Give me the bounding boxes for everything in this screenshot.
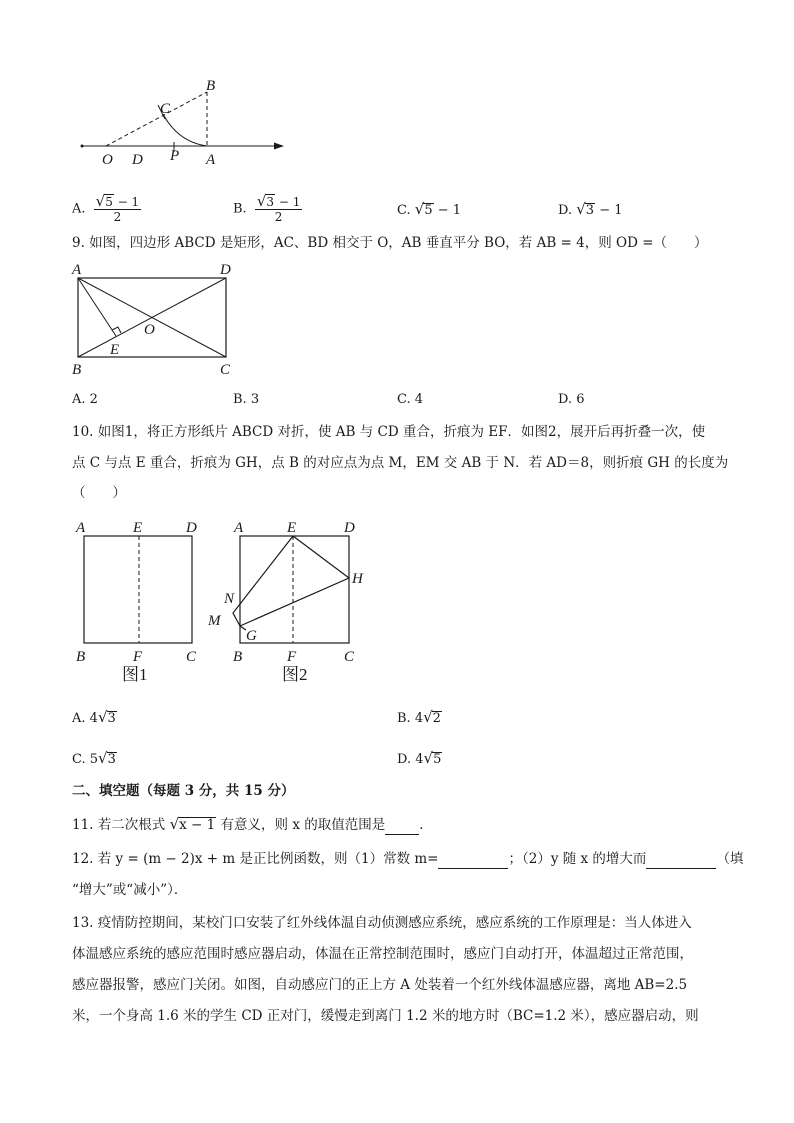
label-a: A xyxy=(234,520,244,536)
label-p: P xyxy=(170,148,180,164)
question-text: 11. 若二次根式 xyxy=(72,817,170,833)
q13-line3: 感应器报警，感应门关闭。如图，自动感应门的正上方 A 处装着一个红外线体温感应器，离地 AB=2.5 xyxy=(72,977,688,993)
option-prefix: B. 4 xyxy=(397,711,424,726)
q9-option-b: B. 3 xyxy=(233,392,260,407)
arc xyxy=(163,114,207,146)
fraction: $\frac{√3 - 1}{2}$ xyxy=(256,192,301,224)
q13-line2: 体温感应系统的感应范围时感应器启动，体温在正常控制范围时，感应门自动打开，体温超过正常范围， xyxy=(72,946,693,962)
label-e: E xyxy=(287,520,297,536)
minus-one: − 1 xyxy=(275,195,301,209)
q8-option-a xyxy=(72,194,141,224)
denominator: 2 xyxy=(113,210,122,224)
square-abcd xyxy=(84,536,192,643)
q10-option-c: C. 5√3 xyxy=(72,749,116,767)
option-prefix: D. xyxy=(558,203,573,218)
q8-option-b xyxy=(233,194,302,224)
radicand: 3 xyxy=(107,711,116,726)
q9-option-d: D. 6 xyxy=(558,392,585,407)
label-c: C xyxy=(220,362,231,378)
q8-option-c: C. √5 − 1 xyxy=(397,200,462,218)
label-c: C xyxy=(160,101,171,117)
q13-line4: 米，一个身高 1.6 米的学生 CD 正对门，缓慢走到离门 1.2 米的地方时（BC=1.2 米），感应器启动，则 xyxy=(72,1008,699,1024)
radicand: 3 xyxy=(585,203,595,218)
q10-line1: 10. 如图1，将正方形纸片 ABCD 对折，使 AB 与 CD 重合，折痕为 EF．如图2，展开后再折叠一次，使 xyxy=(72,424,706,440)
q8-figure xyxy=(70,72,300,172)
q10-option-b: B. 4√2 xyxy=(397,708,441,726)
arrow-head-icon xyxy=(274,143,284,150)
q12-line1 xyxy=(72,849,743,869)
q13-line1: 13. 疫情防控期间，某校门口安装了红外线体温自动侦测感应系统，感应系统的工作原理是：当人体进入 xyxy=(72,915,692,931)
label-f: F xyxy=(287,649,297,665)
denominator: 2 xyxy=(274,210,283,224)
answer-blank-2[interactable] xyxy=(646,852,716,869)
label-o: O xyxy=(144,322,155,338)
option-prefix: C. 5 xyxy=(72,752,99,767)
label-a: A xyxy=(76,520,86,536)
label-c: C xyxy=(186,649,197,665)
folded-flap xyxy=(233,536,349,626)
q9-figure xyxy=(66,258,246,380)
q9-option-a: A. 2 xyxy=(72,392,98,407)
q8-option-d: D. √3 − 1 xyxy=(558,200,623,218)
option-tail: − 1 xyxy=(599,203,623,218)
q10-line2: 点 C 与点 E 重合，折痕为 GH，点 B 的对应点为点 M，EM 交 AB 于 N．若 AD＝8，则折痕 GH 的长度为 xyxy=(72,455,729,471)
q9-stem xyxy=(72,233,708,253)
radicand: x − 1 xyxy=(179,817,216,833)
figure-caption: 图1 xyxy=(122,665,148,684)
section-title: 二、填空题（每题 3 分，共 15 分） xyxy=(72,783,295,799)
tick-point xyxy=(81,145,84,148)
option-prefix: A. 4 xyxy=(72,711,98,726)
q10-option-d: D. 4√5 xyxy=(397,749,442,767)
label-d: D xyxy=(220,262,231,278)
q10-figure-1 xyxy=(70,512,210,692)
question-text: 如图，四边形 ABCD 是矩形，AC、BD 相交于 O，AB 垂直平分 BO，若 AB = 4，则 OD =（ ） xyxy=(89,235,708,251)
option-prefix: B. xyxy=(233,201,247,217)
label-b: B xyxy=(206,78,216,94)
fraction: $\frac{√5 - 1}{2}$ xyxy=(95,192,140,224)
answer-blank[interactable] xyxy=(385,818,419,835)
question-text: 12. 若 y = (m − 2)x + m 是正比例函数，则（1）常数 m= xyxy=(72,851,439,867)
option-prefix: C. xyxy=(397,203,411,218)
label-d: D xyxy=(186,520,197,536)
question-end: （填 xyxy=(716,851,744,867)
label-c: C xyxy=(344,649,355,665)
minus-one: − 1 xyxy=(113,195,140,209)
label-b: B xyxy=(72,362,82,378)
answer-blank-1[interactable] xyxy=(438,852,508,869)
label-n: N xyxy=(224,591,235,607)
q10-option-a: A. 4√3 xyxy=(72,708,116,726)
label-a: A xyxy=(206,152,216,168)
radicand: 2 xyxy=(432,711,441,726)
radicand: 5 xyxy=(424,203,433,218)
label-d: D xyxy=(344,520,355,536)
label-h: H xyxy=(352,571,363,587)
label-g: G xyxy=(246,628,257,644)
option-prefix: D. 4 xyxy=(397,752,424,767)
question-text: ；（2）y 随 x 的增大而 xyxy=(508,851,647,867)
q11: 11. 若二次根式 √x − 1 有意义，则 x 的取值范围是 ． xyxy=(72,815,433,833)
q10-line3: （ ） xyxy=(72,485,126,501)
label-e: E xyxy=(133,520,143,536)
question-text: 有意义，则 x 的取值范围是 xyxy=(216,817,386,833)
label-e: E xyxy=(110,342,120,358)
radicand: 3 xyxy=(107,752,116,767)
segment-ae xyxy=(78,278,116,336)
q12-line2: “增大”或“减小”）． xyxy=(72,882,188,898)
radicand: 5 xyxy=(105,195,113,209)
radicand: 3 xyxy=(266,195,275,209)
option-tail: − 1 xyxy=(437,203,462,218)
q10-figure-2 xyxy=(204,512,374,692)
figure-caption: 图2 xyxy=(282,665,308,684)
question-number: 9. xyxy=(72,235,90,251)
label-b: B xyxy=(233,649,243,665)
dashed-ob xyxy=(106,92,207,146)
square-abcd xyxy=(240,536,349,643)
radicand: 5 xyxy=(433,752,442,767)
label-d: D xyxy=(132,152,143,168)
label-a: A xyxy=(72,262,82,278)
question-end: ． xyxy=(419,817,433,833)
label-b: B xyxy=(76,649,86,665)
q9-option-c: C. 4 xyxy=(397,392,424,407)
label-o: O xyxy=(102,152,113,168)
label-f: F xyxy=(133,649,143,665)
label-m: M xyxy=(208,613,221,629)
option-prefix: A. xyxy=(72,201,86,217)
